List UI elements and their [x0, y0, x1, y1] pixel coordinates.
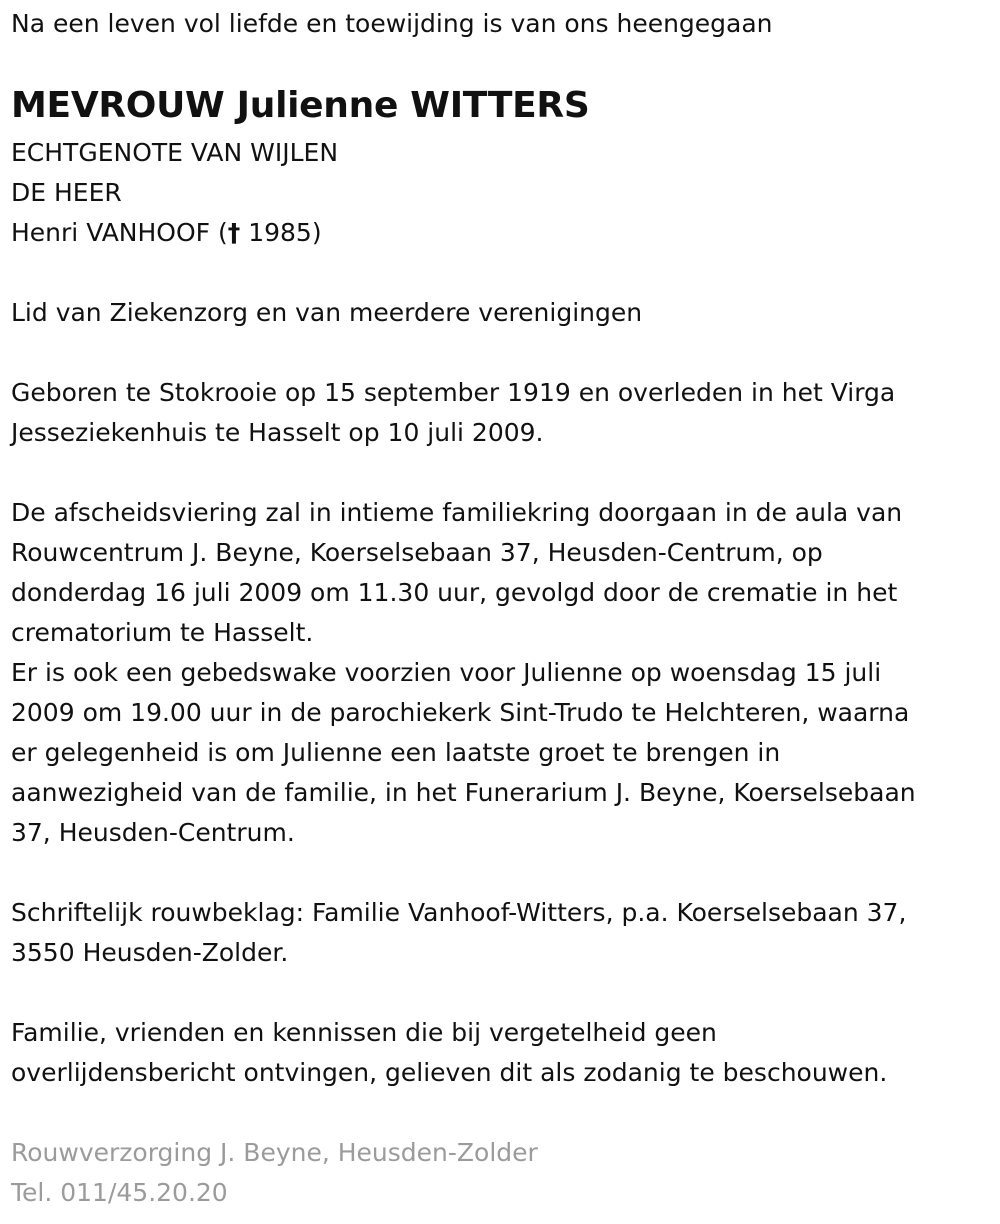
undertaker-phone: Tel. 011/45.20.20	[11, 1178, 228, 1207]
intro-text: Na een leven vol liefde en toewijding is van ons heengegaan	[11, 9, 773, 38]
membership-block	[11, 293, 642, 333]
ceremony-line: Rouwcentrum J. Beyne, Koerselsebaan 37, Heusden-Centrum, op	[11, 538, 823, 567]
spouse-block	[11, 133, 338, 253]
birth-death-line: Geboren te Stokrooie op 15 september 1919 en overleden in het Virga	[11, 378, 896, 407]
deceased-name: MEVROUW Julienne WITTERS	[11, 85, 590, 126]
condolence-line: 3550 Heusden-Zolder.	[11, 938, 289, 967]
ceremony-line: aanwezigheid van de familie, in het Funerarium J. Beyne, Koerselsebaan	[11, 778, 916, 807]
spouse-death-year: 1985)	[240, 218, 322, 247]
ceremony-line: donderdag 16 juli 2009 om 11.30 uur, gevolgd door de crematie in het	[11, 578, 898, 607]
condolence-line: Schriftelijk rouwbeklag: Familie Vanhoof-Witters, p.a. Koerselsebaan 37,	[11, 898, 907, 927]
family-note-line: Familie, vrienden en kennissen die bij vergetelheid geen	[11, 1018, 717, 1047]
ceremony-line: 37, Heusden-Centrum.	[11, 818, 295, 847]
spouse-line-2: DE HEER	[11, 178, 122, 207]
undertaker-block	[11, 1133, 538, 1213]
ceremony-block	[11, 493, 916, 853]
membership-text: Lid van Ziekenzorg en van meerdere verenigingen	[11, 298, 643, 327]
ceremony-line: er gelegenheid is om Julienne een laatste groet te brengen in	[11, 738, 781, 767]
ceremony-line: 2009 om 19.00 uur in de parochiekerk Sint-Trudo te Helchteren, waarna	[11, 698, 910, 727]
ceremony-line: crematorium te Hasselt.	[11, 618, 314, 647]
spouse-line-1: ECHTGENOTE VAN WIJLEN	[11, 138, 339, 167]
ceremony-line: Er is ook een gebedswake voorzien voor Julienne op woensdag 15 juli	[11, 658, 882, 687]
family-note-line: overlijdensbericht ontvingen, gelieven dit als zodanig te beschouwen.	[11, 1058, 888, 1087]
birth-death-block	[11, 373, 895, 453]
condolence-block	[11, 893, 906, 973]
cross-icon: †	[227, 218, 241, 247]
spouse-name-line	[11, 213, 338, 253]
family-note-block	[11, 1013, 887, 1093]
birth-death-line: Jesseziekenhuis te Hasselt op 10 juli 2009.	[11, 418, 544, 447]
undertaker-name: Rouwverzorging J. Beyne, Heusden-Zolder	[11, 1138, 538, 1167]
ceremony-line: De afscheidsviering zal in intieme familiekring doorgaan in de aula van	[11, 498, 903, 527]
spouse-name: Henri VANHOOF (	[11, 218, 228, 247]
